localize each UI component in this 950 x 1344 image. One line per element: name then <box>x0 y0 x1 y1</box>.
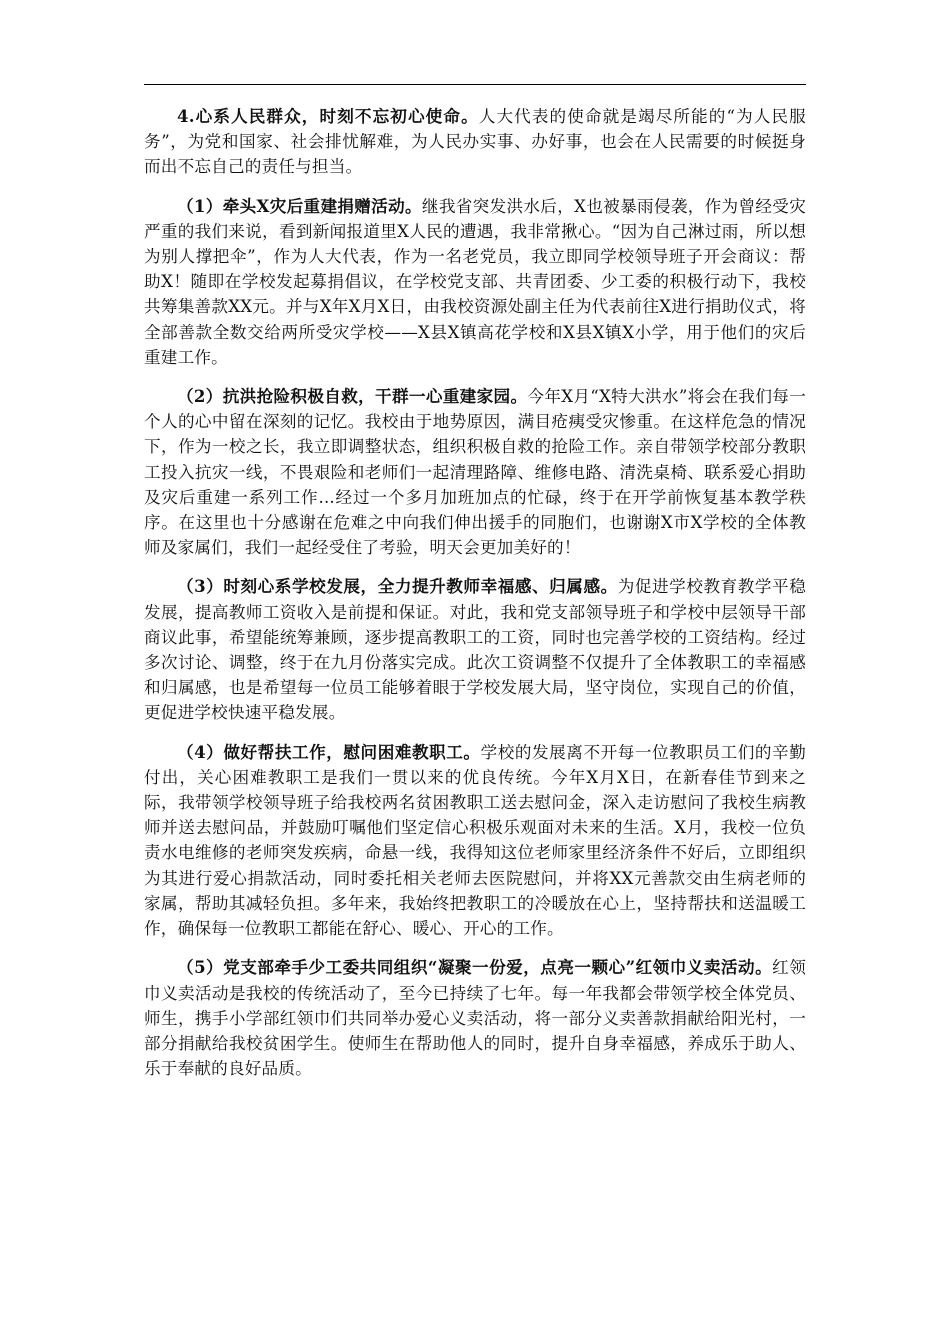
paragraph-2-text: 继我省突发洪水后，X也被暴雨侵袭，作为曾经受灾严重的我们来说，看到新闻报道里X人民的遭遇，我非常揪心。“因为自己淋过雨，所以想为别人撑把伞”，作为人大代表，作为一名老党员，我立即同学校领导班子开会商议：帮助X！随即在学校发起募捐倡议，在学校党支部、共青团委、少工委的积极行动下，我校共筹集善款XX元。并与X年X月X日，由我校资源处副主任为代表前往X进行捐助仪式，将全部善款全数交给两所受灾学校——X县X镇高花学校和X县X镇X小学，用于他们的灾后重建工作。 <box>144 196 806 367</box>
paragraph-3-text: 今年X月“X特大洪水”将会在我们每一个人的心中留在深刻的记忆。我校由于地势原因，满目疮痍受灾惨重。在这样危急的情况下，作为一校之长，我立即调整状态，组织积极自救的抢险工作。亲自带领学校部分教职工投入抗灾一线，不畏艰险和老师们一起清理路障、维修电路、清洗桌椅、联系爱心捐助及灾后重建一系列工作...经过一个多月加班加点的忙碌，终于在开学前恢复基本教学秩序。在这里也十分感谢在危难之中向我们伸出援手的同胞们，也谢谢X市X学校的全体教师及家属们，我们一起经受住了考验，明天会更加美好的！ <box>144 387 806 558</box>
paragraph-4-text: 为促进学校教育教学平稳发展，提高教师工资收入是前提和保证。对此，我和党支部领导班子和学校中层领导干部商议此事，希望能统筹兼顾，逐步提高教职工的工资，同时也完善学校的工资结构。经过多次讨论、调整，终于在九月份落实完成。此次工资调整不仅提升了全体教职工的幸福感和归属感，也是希望每一位员工能够着眼于学校发展大局，坚守岗位，实现自己的价值，更促进学校快速平稳发展。 <box>144 577 807 723</box>
paragraph-5-text: 学校的发展离不开每一位教职员工们的辛勤付出，关心困难教职工是我们一贯以来的优良传统。今年X月X日，在新春佳节到来之际，我带领学校领导班子给我校两名贫困教职工送去慰问金，深入走访慰问了我校生病教师并送去慰问品，并鼓励叮嘱他们坚定信心积极乐观面对未来的生活。X月，我校一位负责水电维修的老师突发疾病，命悬一线，我得知这位老师家里经济条件不好后，立即组织为其进行爱心捐款活动，同时委托相关老师去医院慰问，并将XX元善款交由生病老师的家属，帮助其减轻负担。多年来，我始终把教职工的冷暖放在心上，坚持帮扶和送温暖工作，确保每一位教职工都能在舒心、暖心、开心的工作。 <box>144 742 806 939</box>
paragraph-4 <box>144 574 806 725</box>
paragraph-6 <box>144 955 806 1081</box>
paragraph-6-text: 红领巾义卖活动是我校的传统活动了，至今已持续了七年。每一年我都会带领学校全体党员、师生，携手小学部红领巾们共同举办爱心义卖活动，将一部分义卖善款捐献给阳光村，一部分捐献给我校贫困学生。使师生在帮助他人的同时，提升自身幸福感，养成乐于助人、乐于奉献的良好品质。 <box>144 958 806 1079</box>
paragraph-1 <box>144 104 806 180</box>
paragraph-3-heading: （2）抗洪抢险积极自救，干群一心重建家园。 <box>177 386 528 407</box>
paragraph-3 <box>144 384 806 560</box>
paragraph-4-heading: （3）时刻心系学校发展，全力提升教师幸福感、归属感。 <box>177 576 618 597</box>
header-rule <box>144 84 806 85</box>
paragraph-1-text: 人大代表的使命就是竭尽所能的“为人民服务”，为党和国家、社会排忧解难，为人民办实事、办好事，也会在人民需要的时候挺身而出不忘自己的责任与担当。 <box>144 107 806 177</box>
paragraph-2 <box>144 194 806 370</box>
paragraph-5 <box>144 740 806 942</box>
document-body <box>144 96 806 1095</box>
paragraph-6-heading: （5）党支部牵手少工委共同组织“凝聚一份爱，点亮一颗心”红领巾义卖活动。 <box>177 957 773 978</box>
paragraph-2-heading: （1）牵头X灾后重建捐赠活动。 <box>177 195 422 216</box>
paragraph-1-heading: 4.心系人民群众，时刻不忘初心使命。 <box>177 106 479 126</box>
paragraph-5-heading: （4）做好帮扶工作，慰问困难教职工。 <box>177 741 481 762</box>
